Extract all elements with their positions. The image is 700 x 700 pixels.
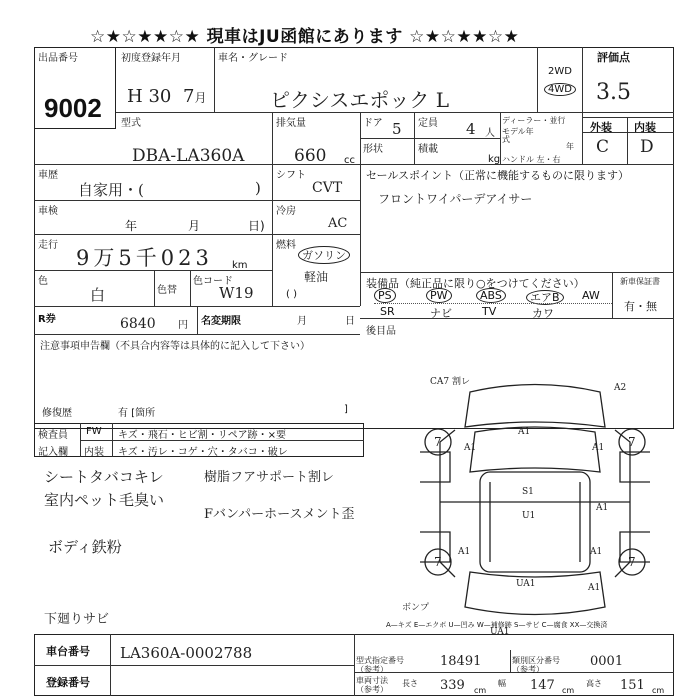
length-value: 339: [440, 678, 465, 693]
diagram-mark-a2: A2: [614, 383, 627, 393]
height-value: 151: [620, 678, 645, 693]
exterior-label: 外装: [590, 121, 612, 134]
recycle-value: 6840: [120, 316, 156, 332]
diagram-mark-u1: U1: [522, 511, 536, 521]
diagram-mark-a1-fl: A1: [464, 443, 477, 453]
mileage-value: 9万5千023: [76, 246, 213, 270]
diagram-mark-a1-rl: A1: [458, 547, 471, 557]
inspection-day: 日): [248, 219, 265, 233]
repair-value: 有 [箇所: [118, 408, 156, 419]
type-value: DBA-LA360A: [132, 146, 245, 166]
fuel-gasoline: ガソリン: [298, 246, 350, 264]
interior-check-label: 内装: [84, 447, 104, 458]
repair-close: ]: [344, 404, 348, 415]
width-unit: cm: [562, 686, 575, 695]
length-unit: cm: [474, 686, 487, 695]
diagram-mark-ua1-rear: UA1: [516, 579, 536, 589]
history-close: ): [255, 179, 261, 197]
ac-value: AC: [328, 216, 348, 231]
color-code: W19: [219, 284, 254, 302]
diagram-mark-a1-hood: A1: [518, 427, 531, 437]
equip-ps: PS: [374, 289, 396, 302]
history-label: 車歴: [38, 170, 58, 181]
remark-right-2: Fバンパーホースメント歪: [204, 507, 355, 522]
height-unit: cm: [652, 686, 665, 695]
height-label: 高さ: [586, 679, 602, 688]
displacement-unit: cc: [344, 155, 355, 166]
width-value: 147: [530, 678, 555, 693]
deadline-month: 月: [297, 316, 307, 327]
equip-aw: AW: [582, 289, 600, 302]
warranty-value: 有・無: [624, 300, 657, 313]
class-value: 0001: [590, 654, 624, 669]
seats-unit: 人: [485, 128, 495, 139]
diagram-mark-a1-fr: A1: [592, 443, 605, 453]
fuel-paren: ( ): [286, 289, 297, 300]
designation-value: 18491: [440, 654, 482, 669]
doors-label: ドア: [363, 118, 383, 129]
model-label: 車名・グレード: [218, 53, 288, 64]
color-code-label: 色コード: [193, 276, 233, 287]
interior-label: 内装: [634, 121, 656, 134]
equip-tv: TV: [482, 305, 497, 318]
remark-left-1: シートタバコキレ: [44, 468, 164, 486]
remark-right-1: 樹脂フアサポート割レ: [204, 470, 335, 485]
history-value: 自家用・(: [78, 181, 144, 199]
class-label: 類別区分番号（参考）: [512, 656, 560, 674]
damage-legend: A—キズ E—エクボ U—凹み W—補修跡 S—サビ C—腐食 XX—交換済: [386, 621, 608, 629]
model-name: ピクシスエポック L: [270, 88, 450, 112]
rating-value: 3.5: [596, 80, 631, 105]
seats-label: 定員: [418, 118, 438, 129]
interior-value: D: [640, 137, 654, 157]
inspection-year: 年: [125, 219, 138, 233]
load-unit: kg: [488, 154, 501, 165]
equip-pw: PW: [426, 289, 452, 302]
model-year-label: モデル年式: [502, 127, 534, 144]
drive-2wd: 2WD: [548, 66, 572, 77]
displacement-value: 660: [294, 146, 327, 166]
reg-number-label: 登録番号: [46, 676, 90, 689]
year-unit: 年: [566, 142, 574, 151]
displacement-label: 排気量: [276, 118, 306, 129]
color-change-label: 色替: [157, 285, 177, 296]
warranty-label: 新車保証書: [620, 277, 660, 286]
color-value: 白: [90, 286, 106, 304]
diagram-mark-a1-rr: A1: [590, 547, 603, 557]
diagram-mark-bonp: ボンプ: [402, 603, 430, 613]
entry-label: 記入欄: [38, 447, 68, 458]
notes-label: 注意事項申告欄（不具合内容等は具体的に記入して下さい）: [40, 341, 310, 352]
inspection-month: 月: [188, 219, 201, 233]
exterior-value: C: [596, 137, 610, 157]
interior-items: キズ・汚レ・コゲ・穴・タバコ・破レ: [118, 447, 288, 458]
designation-label: 型式指定番号（参考）: [356, 656, 404, 674]
width-label: 幅: [498, 679, 506, 688]
remark-left-3: ボディ鉄粉: [48, 538, 122, 556]
registration-month: 7月: [183, 86, 207, 107]
deadline-label: 名変期限: [201, 316, 241, 327]
repair-label: 修復歴: [42, 408, 72, 419]
chassis-label: 車台番号: [46, 645, 90, 658]
diagram-mark-s1: S1: [522, 487, 534, 497]
rear-seat-label: 後目品: [366, 326, 396, 337]
load-label: 積載: [418, 144, 438, 155]
diagram-mark-7-fl: 7: [434, 435, 442, 449]
equip-leather: カワ: [532, 307, 554, 320]
equip-abs: ABS: [476, 289, 506, 302]
fuel-label: 燃料: [276, 240, 296, 251]
type-label: 型式: [121, 118, 141, 129]
recycle-unit: 円: [178, 320, 188, 331]
equip-airbag: エアB: [526, 289, 564, 305]
diagram-mark-7-rr: 7: [628, 555, 636, 569]
deadline-day: 日: [345, 316, 355, 327]
lot-number: 9002: [44, 93, 102, 123]
seats-value: 4: [466, 120, 476, 138]
sales-point-label: セールスポイント（正常に機能するものに限ります）: [366, 169, 630, 182]
dealer-label: ディーラー・並行: [502, 116, 566, 125]
sales-point-value: フロントワイパーデアイサー: [378, 192, 533, 206]
length-label: 長さ: [402, 679, 418, 688]
equipment-label: 装備品（純正品に限り○をつけてください）: [366, 277, 585, 290]
remark-left-2: 室内ペット毛臭い: [44, 491, 165, 509]
equip-sr: SR: [380, 305, 395, 318]
shape-label: 形状: [363, 144, 383, 155]
diagram-mark-7-rl: 7: [434, 555, 442, 569]
diagram-mark-ca7: CA7 割レ: [430, 377, 470, 387]
shift-label: シフト: [276, 170, 306, 181]
recycle-label: R券: [38, 314, 56, 325]
fw-label: FW: [86, 426, 102, 437]
color-label: 色: [38, 276, 48, 287]
inspector-label: 検査員: [38, 430, 68, 441]
mileage-label: 走行: [38, 240, 58, 251]
equip-navi: ナビ: [430, 307, 452, 320]
diagram-mark-ua1-bottom: UA1: [490, 627, 510, 634]
ac-label: 冷房: [276, 206, 296, 217]
page-header: ☆★☆★★☆★ 現車はJU函館にあります ☆★☆★★☆★: [90, 27, 520, 47]
diagram-mark-a1-bumper: A1: [588, 583, 601, 593]
inspection-label: 車検: [38, 206, 58, 217]
shift-value: CVT: [312, 180, 343, 196]
registration-era: H 30: [127, 86, 172, 107]
remark-left-4: 下廻りサビ: [44, 612, 110, 627]
fuel-diesel: 軽油: [304, 270, 329, 284]
dimensions-label: 車両寸法（参考）: [356, 676, 388, 694]
lot-label: 出品番号: [38, 53, 78, 64]
fw-items: キズ・飛石・ヒビ割・リペア跡・×要: [118, 430, 286, 441]
chassis-value: LA360A-0002788: [120, 644, 253, 662]
doors-value: 5: [392, 120, 402, 138]
rating-label: 評価点: [597, 51, 630, 64]
handle-label: ハンドル 左・右: [502, 155, 561, 164]
drive-4wd: 4WD: [544, 83, 576, 96]
diagram-mark-a1-side: A1: [596, 503, 609, 513]
diagram-mark-7-fr: 7: [628, 435, 636, 449]
registration-label: 初度登録年月: [121, 53, 181, 64]
mileage-unit: km: [232, 260, 248, 271]
car-damage-diagram: [400, 372, 670, 634]
